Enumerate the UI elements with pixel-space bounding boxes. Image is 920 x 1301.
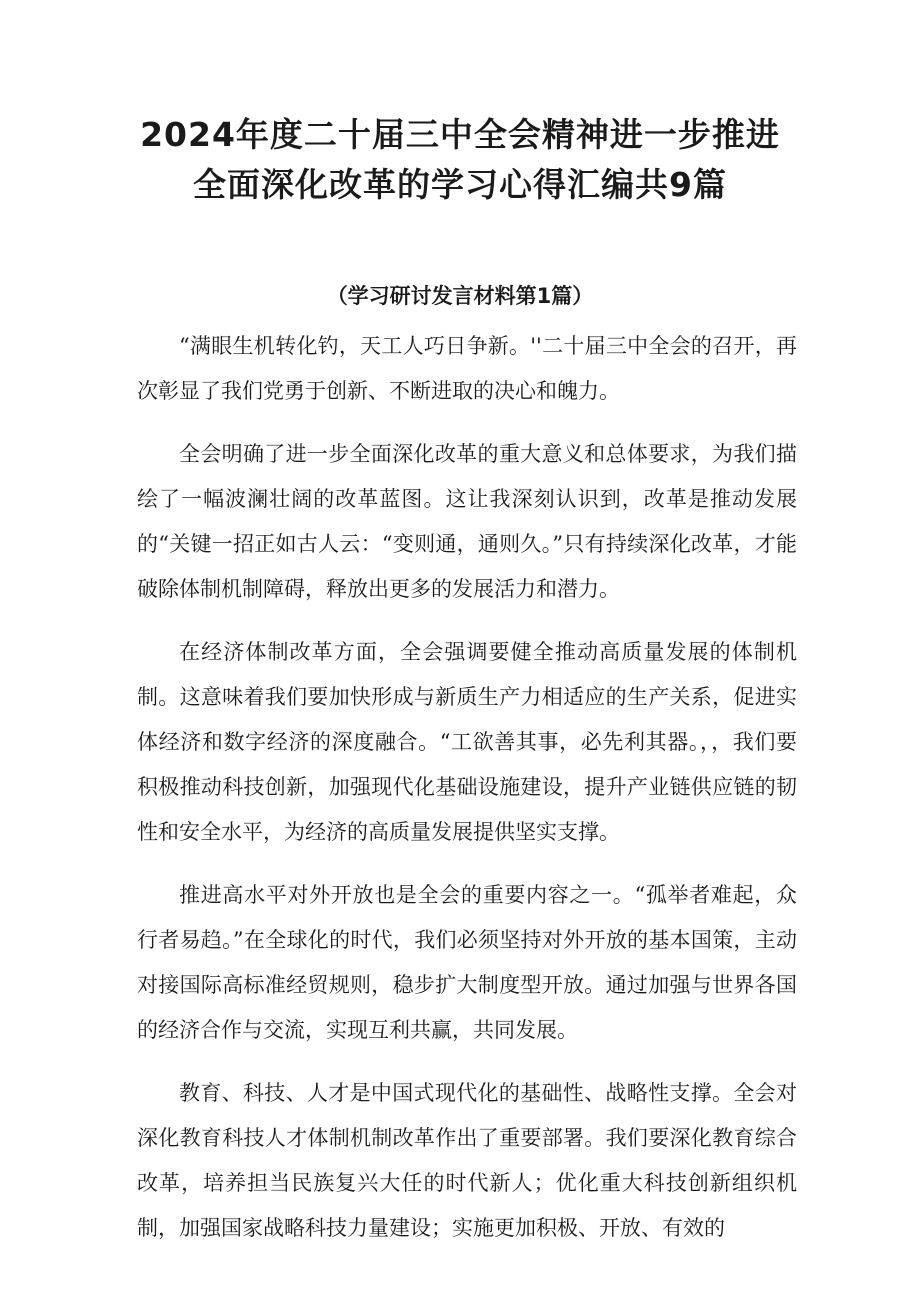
document-title-line-1: 2024年度二十届三中全会精神进一步推进 [140,115,780,154]
paragraph-1: “满眼生机转化钓，天工人巧日争新。''二十届三中全会的召开，再次彰显了我们党勇于创新、不断进取的决心和魄力。 [137,334,797,403]
paragraph-2: 全会明确了进一步全面深化改革的重大意义和总体要求，为我们描绘了一幅波澜壮阔的改革蓝图。这让我深刻认识到，改革是推动发展的“关键一招正如古人云：“变则通，通则久。”只有持续深化改革，才能破除体制机制障碍，释放出更多的发展活力和潜力。 [137,442,797,601]
paragraph-5: 教育、科技、人才是中国式现代化的基础性、战略性支撑。全会对深化教育科技人才体制机制改革作出了重要部署。我们要深化教育综合改革，培养担当民族复兴大任的时代新人；优化重大科技创新组织机制，加强国家战略科技力量建设；实施更加积极、开放、有效的 [137,1081,797,1240]
paragraph-4: 推进高水平对外开放也是全会的重要内容之一。“孤举者难起，众行者易趋。”在全球化的时代，我们必须坚持对外开放的基本国策，主动对接国际高标准经贸规则，稳步扩大制度型开放。通过加强与世界各国的经济合作与交流，实现互利共赢，共同发展。 [137,883,797,1042]
paragraph-3: 在经济体制改革方面，全会强调要健全推动高质量发展的体制机制。这意味着我们要加快形成与新质生产力相适应的生产关系，促进实体经济和数字经济的深度融合。“工欲善其事，必先利其器。，，我们要积极推动科技创新，加强现代化基础设施建设，提升产业链供应链的韧性和安全水平，为经济的高质量发展提供坚实支撑。 [137,640,797,844]
document-subtitle: （学习研讨发言材料第1篇） [326,284,594,308]
document-body [137,324,797,1269]
document-title-line-2: 全面深化改革的学习心得汇编共9篇 [193,165,727,204]
